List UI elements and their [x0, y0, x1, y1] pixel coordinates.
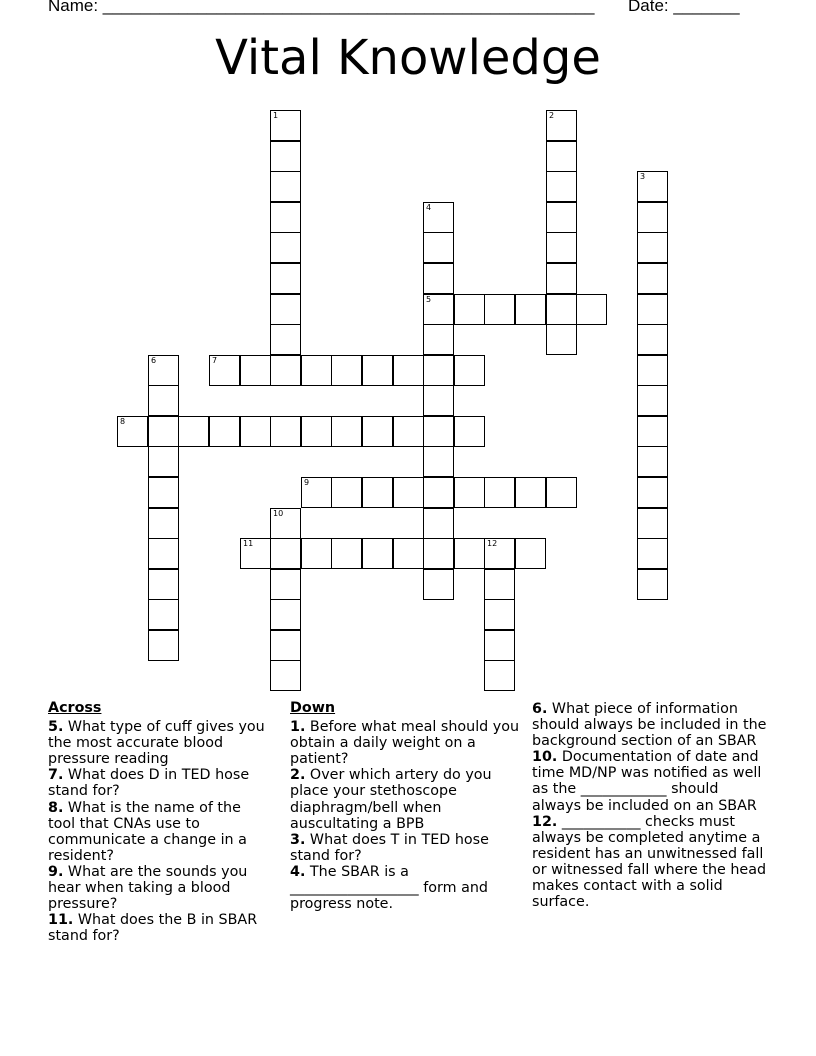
grid-cell[interactable]	[515, 294, 546, 325]
grid-cell[interactable]	[637, 446, 668, 477]
grid-cell[interactable]	[270, 630, 301, 661]
grid-cell[interactable]	[515, 538, 546, 569]
grid-cell[interactable]	[270, 171, 301, 202]
clue-across-8: 8. What is the name of the tool that CNAs use to communicate a change in a resident?	[48, 799, 247, 864]
grid-cell[interactable]	[637, 263, 668, 294]
clue-down-1: 1. Before what meal should you obtain a daily weight on a patient?	[290, 719, 520, 768]
clue-across-11: 11. What does the B in SBAR stand for?	[48, 912, 258, 945]
grid-cell[interactable]	[546, 141, 577, 172]
grid-cell[interactable]	[546, 294, 577, 325]
grid-cell[interactable]	[240, 538, 271, 569]
grid-cell[interactable]	[270, 324, 301, 355]
grid-cell[interactable]	[484, 630, 515, 661]
grid-cell[interactable]	[301, 538, 332, 569]
clue-across-7: 7. What does D in TED hose stand for?	[48, 767, 250, 800]
grid-cell[interactable]	[117, 416, 148, 447]
grid-cell[interactable]	[270, 416, 301, 447]
down-clues	[290, 700, 526, 912]
grid-cell[interactable]	[270, 355, 301, 386]
grid-cell[interactable]	[423, 538, 454, 569]
clue-down-12: 12. ___________ checks must always be completed anytime a resident has an unwitnessed fall or witnessed fall where the head makes contact with a solid surface.	[532, 813, 767, 911]
grid-cell[interactable]	[423, 202, 454, 233]
grid-cell[interactable]	[484, 538, 515, 569]
grid-cell[interactable]	[637, 232, 668, 263]
grid-cell[interactable]	[148, 569, 179, 600]
clue-number: 7	[212, 356, 218, 365]
grid-cell[interactable]	[423, 324, 454, 355]
grid-cell[interactable]	[362, 355, 393, 386]
grid-cell[interactable]	[637, 508, 668, 539]
grid-cell[interactable]	[148, 508, 179, 539]
down-clues-continued	[532, 701, 772, 910]
grid-cell[interactable]	[148, 385, 179, 416]
clue-across-9: 9. What are the sounds you hear when taking a blood pressure?	[48, 863, 248, 913]
grid-cell[interactable]	[637, 477, 668, 508]
grid-cell[interactable]	[362, 416, 393, 447]
grid-cell[interactable]	[393, 355, 424, 386]
clue-number: 5	[426, 295, 432, 304]
clue-number: 2	[549, 111, 555, 120]
across-clues	[48, 700, 270, 944]
clue-number: 1	[273, 111, 279, 120]
grid-cell[interactable]	[148, 599, 179, 630]
across-heading: Across	[48, 700, 102, 716]
clue-down-3: 3. What does T in TED hose stand for?	[290, 831, 489, 864]
clue-down-10: 10. Documentation of date and time MD/NP was notified as well as the ____________ should always be included on an SBAR	[532, 749, 762, 814]
grid-cell[interactable]	[454, 538, 485, 569]
grid-cell[interactable]	[148, 538, 179, 569]
grid-cell[interactable]	[270, 202, 301, 233]
clue-down-4: 4. The SBAR is a __________________ form and progress note.	[290, 863, 488, 913]
grid-cell[interactable]	[240, 355, 271, 386]
grid-cell[interactable]	[301, 477, 332, 508]
grid-cell[interactable]	[546, 110, 577, 141]
grid-cell[interactable]	[454, 355, 485, 386]
clue-number: 9	[304, 478, 310, 487]
name-field-label[interactable]: Name: ____________________________________________________	[48, 0, 595, 15]
grid-cell[interactable]	[209, 355, 240, 386]
grid-cell[interactable]	[546, 232, 577, 263]
grid-cell[interactable]	[393, 538, 424, 569]
grid-cell[interactable]	[148, 355, 179, 386]
clue-number: 8	[120, 417, 126, 426]
clue-across-5: 5. What type of cuff gives you the most accurate blood pressure reading	[48, 719, 265, 768]
grid-cell[interactable]	[484, 569, 515, 600]
clue-number: 11	[243, 539, 254, 548]
grid-cell[interactable]	[484, 660, 515, 691]
grid-cell[interactable]	[301, 355, 332, 386]
date-field-label[interactable]: Date: _______	[628, 0, 740, 15]
puzzle-title: Vital Knowledge	[215, 30, 601, 86]
grid-cell[interactable]	[454, 416, 485, 447]
grid-cell[interactable]	[270, 569, 301, 600]
grid-cell[interactable]	[637, 538, 668, 569]
clue-number: 12	[487, 539, 498, 548]
grid-cell[interactable]	[576, 294, 607, 325]
grid-cell[interactable]	[637, 569, 668, 600]
grid-cell[interactable]	[484, 477, 515, 508]
grid-cell[interactable]	[270, 110, 301, 141]
grid-cell[interactable]	[148, 416, 179, 447]
clue-number: 10	[273, 509, 284, 518]
grid-cell[interactable]	[546, 477, 577, 508]
clue-down-2: 2. Over which artery do you place your stethoscope diaphragm/bell when auscultating a BPB	[290, 767, 492, 832]
grid-cell[interactable]	[423, 569, 454, 600]
grid-cell[interactable]	[637, 355, 668, 386]
grid-cell[interactable]	[270, 263, 301, 294]
grid-cell[interactable]	[637, 294, 668, 325]
grid-cell[interactable]	[423, 446, 454, 477]
grid-cell[interactable]	[637, 171, 668, 202]
clue-number: 4	[426, 203, 432, 212]
grid-cell[interactable]	[546, 171, 577, 202]
grid-cell[interactable]	[423, 385, 454, 416]
grid-cell[interactable]	[423, 355, 454, 386]
grid-cell[interactable]	[209, 416, 240, 447]
grid-cell[interactable]	[546, 324, 577, 355]
grid-cell[interactable]	[423, 294, 454, 325]
grid-cell[interactable]	[515, 477, 546, 508]
grid-cell[interactable]	[270, 508, 301, 539]
grid-cell[interactable]	[148, 630, 179, 661]
grid-cell[interactable]	[178, 416, 209, 447]
grid-cell[interactable]	[423, 232, 454, 263]
grid-cell[interactable]	[301, 416, 332, 447]
grid-cell[interactable]	[362, 538, 393, 569]
grid-cell[interactable]	[148, 477, 179, 508]
grid-cell[interactable]	[484, 294, 515, 325]
grid-cell[interactable]	[270, 538, 301, 569]
grid-cell[interactable]	[423, 416, 454, 447]
grid-cell[interactable]	[484, 599, 515, 630]
grid-cell[interactable]	[637, 416, 668, 447]
grid-cell[interactable]	[331, 477, 362, 508]
grid-cell[interactable]	[270, 232, 301, 263]
grid-cell[interactable]	[637, 202, 668, 233]
grid-cell[interactable]	[240, 416, 271, 447]
grid-cell[interactable]	[637, 385, 668, 416]
grid-cell[interactable]	[423, 263, 454, 294]
grid-cell[interactable]	[270, 141, 301, 172]
grid-cell[interactable]	[423, 477, 454, 508]
clue-number: 6	[151, 356, 157, 365]
grid-cell[interactable]	[546, 263, 577, 294]
down-heading: Down	[290, 700, 336, 716]
grid-cell[interactable]	[393, 477, 424, 508]
grid-cell[interactable]	[331, 538, 362, 569]
grid-cell[interactable]	[637, 324, 668, 355]
grid-cell[interactable]	[270, 599, 301, 630]
grid-cell[interactable]	[270, 294, 301, 325]
grid-cell[interactable]	[546, 202, 577, 233]
grid-cell[interactable]	[393, 416, 424, 447]
grid-cell[interactable]	[423, 508, 454, 539]
clue-number: 3	[640, 172, 646, 181]
grid-cell[interactable]	[270, 660, 301, 691]
clue-down-6: 6. What piece of information should always be included in the background section of an SBAR	[532, 701, 767, 750]
grid-cell[interactable]	[454, 477, 485, 508]
grid-cell[interactable]	[148, 446, 179, 477]
grid-cell[interactable]	[362, 477, 393, 508]
grid-cell[interactable]	[331, 416, 362, 447]
grid-cell[interactable]	[454, 294, 485, 325]
grid-cell[interactable]	[331, 355, 362, 386]
